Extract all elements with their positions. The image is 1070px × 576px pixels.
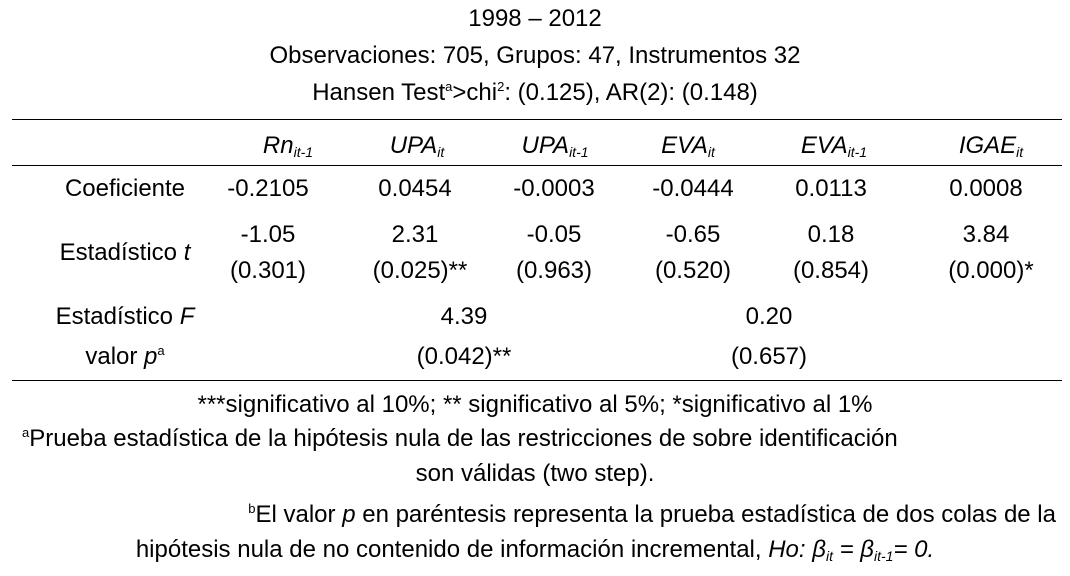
col-header-2: $UPA_{it}$ xyxy=(389,132,445,160)
coef-cell: 0.0008 xyxy=(949,175,1023,202)
col-header-6: $IGAE_{it}$ xyxy=(958,132,1024,160)
row-label-valor-p: valor $p^a$ xyxy=(85,343,165,370)
t-pvalue-cell: (0.520) xyxy=(654,257,732,284)
bottom-rule xyxy=(12,380,1062,381)
col-header-3: $UPA_{it-1}$ xyxy=(521,132,589,160)
significance-footnote: ***significativo al 10%; ** significativo al 5%; *significativo al 1% xyxy=(197,391,873,418)
f-value-cell: 0.20 xyxy=(745,303,793,330)
hansen-rest: : (0.125), AR(2): (0.148) xyxy=(504,79,758,106)
col-header-4: $EVA_{it}$ xyxy=(661,132,715,160)
table-hansen-line xyxy=(0,78,1070,108)
hansen-prefix: Hansen Test xyxy=(312,79,446,106)
t-value-cell: 0.18 xyxy=(807,221,855,248)
top-rule xyxy=(12,119,1062,120)
t-value-cell: 3.84 xyxy=(962,221,1010,248)
footnote-a-line1: $^a$Prueba estadística de la hipótesis nula de las restricciones de sobre identificación xyxy=(22,425,898,452)
t-value-cell: -0.05 xyxy=(526,221,582,248)
coef-cell: -0.2105 xyxy=(227,175,309,202)
col-header-1: $Rn_{it-1}$ xyxy=(262,132,314,160)
hansen-sup: a xyxy=(445,79,453,94)
t-pvalue-cell: (0.301) xyxy=(229,257,307,284)
table-observations-line: Observaciones: 705, Grupos: 47, Instrumentos 32 xyxy=(269,42,801,69)
t-pvalue-cell: (0.000)* xyxy=(948,257,1034,284)
p-value-cell: (0.042)** xyxy=(416,343,512,370)
coef-cell: 0.0454 xyxy=(378,175,452,202)
hansen-gt: >chi xyxy=(452,79,498,106)
table-period: 1998 – 2012 xyxy=(468,5,602,32)
footnote-b-line2: hipótesis nula de no contenido de información incremental, Ho: $\beta_{it} = \beta_{it-1}= 0$. xyxy=(135,536,935,564)
row-label-estadistico-f: Estadístico F xyxy=(55,303,195,330)
t-value-cell: -1.05 xyxy=(240,221,296,248)
row-label-estadistico-t: Estadístico t xyxy=(59,239,191,266)
header-rule xyxy=(12,165,1062,166)
t-value-cell: -0.65 xyxy=(665,221,721,248)
chi-sup: 2 xyxy=(497,79,505,94)
p-value-cell: (0.657) xyxy=(730,343,808,370)
t-value-cell: 2.31 xyxy=(391,221,439,248)
coef-cell: -0.0003 xyxy=(513,175,595,202)
coef-cell: -0.0444 xyxy=(652,175,734,202)
row-label-coeficiente: Coeficiente xyxy=(64,175,186,202)
t-pvalue-cell: (0.963) xyxy=(515,257,593,284)
footnote-b-line1: $^b$El valor p en paréntesis representa la prueba estadística de dos colas de la xyxy=(248,501,1056,528)
footnote-a-line2: son válidas (two step). xyxy=(415,460,655,487)
col-header-5: $EVA_{it-1}$ xyxy=(800,132,868,160)
t-pvalue-cell: (0.854) xyxy=(792,257,870,284)
coef-cell: 0.0113 xyxy=(795,175,867,202)
f-value-cell: 4.39 xyxy=(440,303,488,330)
t-pvalue-cell: (0.025)** xyxy=(372,257,468,284)
